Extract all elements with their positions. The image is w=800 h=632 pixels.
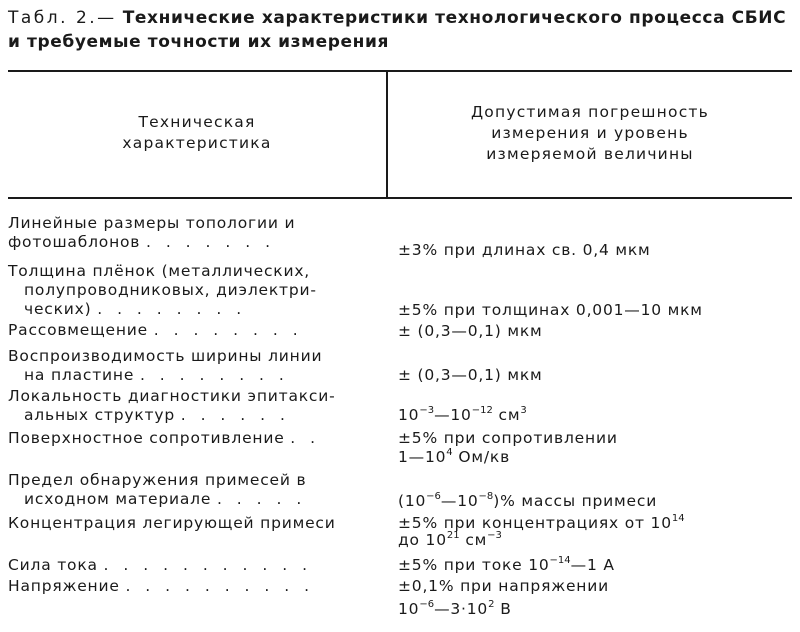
cell-line: Напряжение . . . . . . . . . . xyxy=(8,577,315,595)
table-title: Технические характеристики технологического процесса СБИС и требуемые точности их измерения xyxy=(8,8,787,52)
column-header-characteristic xyxy=(8,112,386,154)
table-row-tolerance xyxy=(398,301,792,320)
dot-leader: . . . . . . xyxy=(180,406,290,424)
table-row-characteristic xyxy=(8,429,380,448)
table-row-characteristic xyxy=(8,321,380,340)
header-line: Техническая xyxy=(138,113,256,131)
cell-line: Предел обнаружения примесей в xyxy=(8,471,307,489)
cell-line: Толщина плёнок (металлических, xyxy=(8,262,311,280)
cell-line: $10^{-3}—10^{-12}$ $см^3$ xyxy=(398,405,527,424)
cell-line: Концентрация легирующей примеси xyxy=(8,514,336,532)
cell-line: $(10^{-6}—10^{-8})\%$ массы примеси xyxy=(398,491,658,510)
cell-line: ± (0,3—0,1) мкм xyxy=(398,366,543,384)
dot-leader: . . . . . . . . xyxy=(97,300,247,318)
cell-line: фотошаблонов . . . . . . . xyxy=(8,233,276,251)
cell-line: Локальность диагностики эпитакси- xyxy=(8,387,336,405)
dot-leader: . . . . . . . . xyxy=(139,366,289,384)
table-label: Табл. 2.— xyxy=(8,8,117,28)
table-row-tolerance xyxy=(398,406,792,425)
cell-line: $1—10^4$ Ом/кв xyxy=(398,447,511,466)
cell-line: Линейные размеры топологии и xyxy=(8,214,296,232)
cell-line: Сила тока . . . . . . . . . . . xyxy=(8,556,313,574)
header-rule xyxy=(8,197,792,199)
cell-line: ±5% при токе $10^{-14}—1$ А xyxy=(398,555,615,574)
table-row-tolerance xyxy=(398,556,792,575)
dot-leader: . . . . . . . . xyxy=(153,321,303,339)
table-row-tolerance xyxy=(398,241,792,260)
dot-leader: . . xyxy=(290,429,321,447)
cell-line: ± (0,3—0,1) мкм xyxy=(398,322,543,340)
header-line: измерения и уровень xyxy=(491,124,689,142)
cell-line: ±0,1% при напряжении xyxy=(398,577,609,595)
cell-line: Рассовмещение . . . . . . . . xyxy=(8,321,303,339)
table-row-tolerance xyxy=(398,577,792,619)
dot-leader: . . . . . . . . . . . xyxy=(103,556,313,574)
table-row-characteristic xyxy=(8,347,380,385)
cell-line: Воспроизводимость ширины линии xyxy=(8,347,323,365)
cell-line: до $10^{21}$ $см^{-3}$ xyxy=(398,530,502,549)
table-row-characteristic xyxy=(8,387,380,425)
header-line: характеристика xyxy=(122,134,272,152)
cell-line: ±5% при сопротивлении xyxy=(398,429,618,447)
table-row-tolerance xyxy=(398,429,792,467)
dot-leader: . . . . . . . xyxy=(145,233,276,251)
table-row-characteristic xyxy=(8,514,380,533)
header-line: Допустимая погрешность xyxy=(471,103,709,121)
table-row-tolerance xyxy=(398,514,792,550)
cell-line: $10^{-6}—3\cdot 10^2$ В xyxy=(398,599,512,618)
table-row-tolerance xyxy=(398,322,792,341)
table-row-characteristic xyxy=(8,471,380,509)
dot-leader: . . . . . . . . . . xyxy=(125,577,315,595)
table-row-characteristic xyxy=(8,262,380,319)
table-caption xyxy=(8,6,792,54)
cell-line: исходном материале . . . . . xyxy=(24,490,307,508)
top-rule xyxy=(8,70,792,72)
table-row-characteristic xyxy=(8,577,380,596)
table-row-characteristic xyxy=(8,556,380,575)
cell-line: альных структур . . . . . . xyxy=(24,406,290,424)
header-line: измеряемой величины xyxy=(486,145,694,163)
table-row-tolerance xyxy=(398,366,792,385)
cell-line: Поверхностное сопротивление . . xyxy=(8,429,321,447)
cell-line: ±3% при длинах св. 0,4 мкм xyxy=(398,241,651,259)
cell-line: полупроводниковых, диэлектри- xyxy=(24,281,317,299)
cell-line: на пластине . . . . . . . . xyxy=(24,366,289,384)
table-row-characteristic xyxy=(8,214,380,252)
cell-line: ±5% при концентрациях от $10^{14}$ xyxy=(398,513,685,532)
dot-leader: . . . . . xyxy=(216,490,307,508)
cell-line: ±5% при толщинах 0,001—10 мкм xyxy=(398,301,703,319)
cell-line: ческих) . . . . . . . . xyxy=(24,300,247,318)
table-row-tolerance xyxy=(398,492,792,511)
column-header-tolerance xyxy=(388,102,792,165)
